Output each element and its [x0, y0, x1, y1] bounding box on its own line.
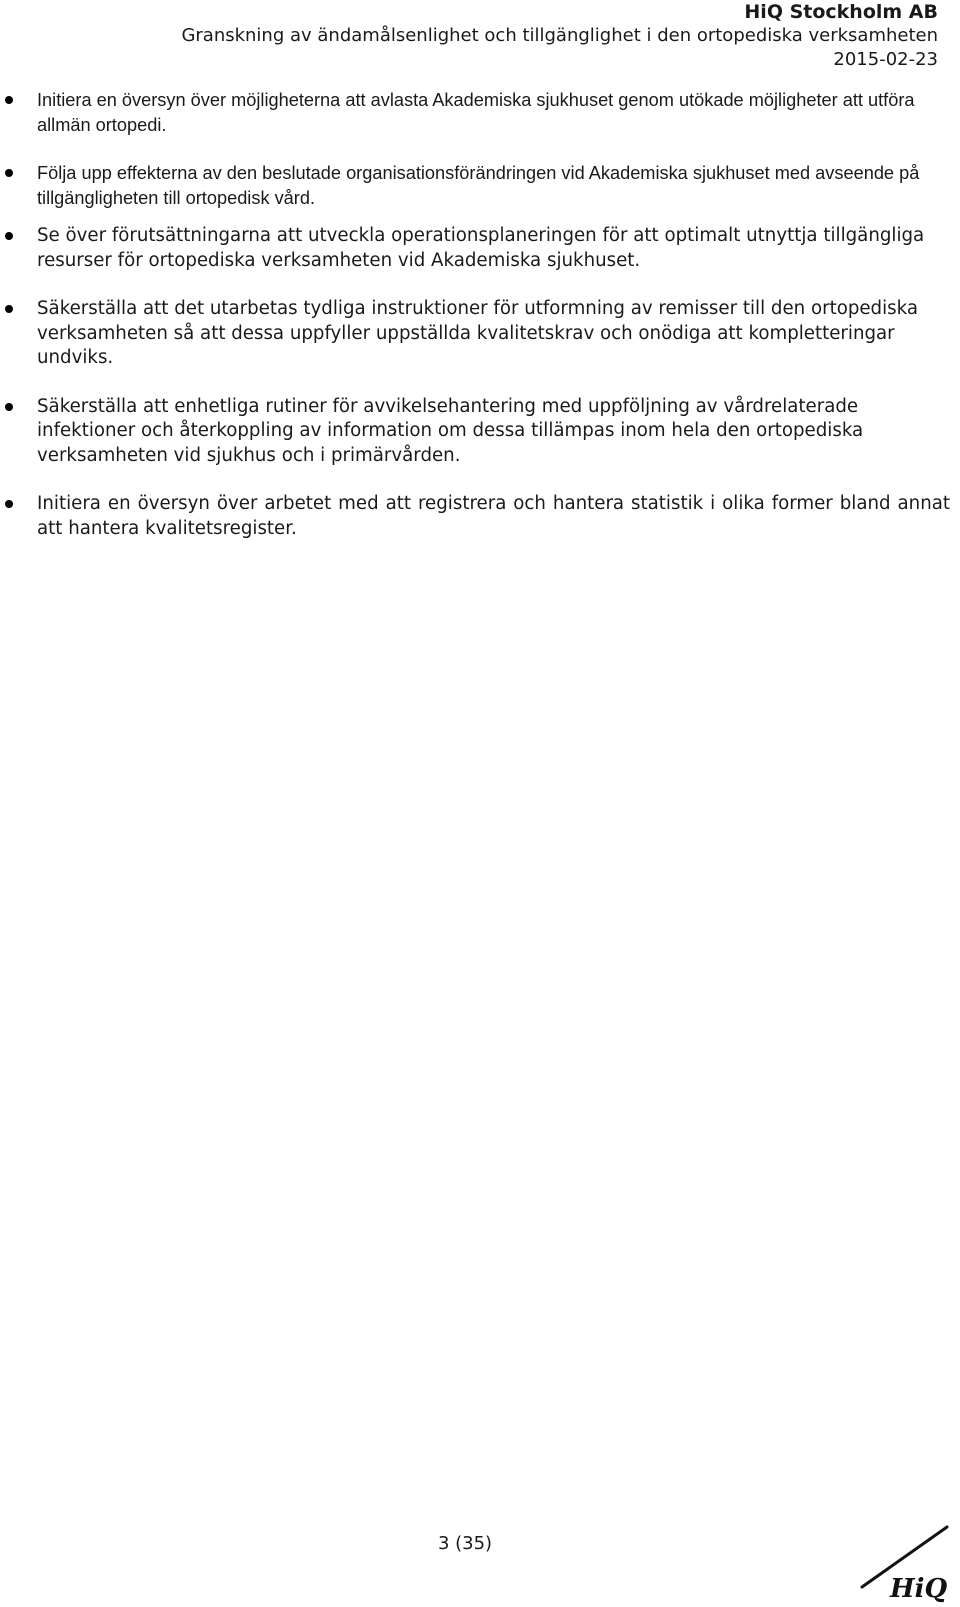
list-item: [0, 492, 950, 541]
list-item-text: Initiera en översyn över arbetet med att registrera och hantera statistik i olika former bland annat att hantera kvalitetsregister.: [37, 493, 950, 539]
page-number: 3 (35): [437, 1533, 493, 1554]
list-item-text: Säkerställa att det utarbetas tydliga instruktioner för utformning av remisser till den ortopediska verksamheten så att dessa uppfyller uppställda kvalitetskrav och onödiga att kompletteringar undviks.: [37, 298, 918, 368]
list-item: [0, 297, 950, 371]
list-item: [0, 161, 950, 210]
document-title: Granskning av ändamålsenlighet och tillgänglighet i den ortopediska verksamheten: [181, 25, 938, 46]
page-header: [181, 0, 938, 72]
list-item-text: Initiera en översyn över möjligheterna att avlasta Akademiska sjukhuset genom utökade möjligheter att utföra allmän ortopedi.: [37, 90, 915, 135]
bullet-icon: [5, 232, 13, 240]
list-item-text: Säkerställa att enhetliga rutiner för avvikelsehantering med uppföljning av vårdrelaterade infektioner och återkoppling av information om dessa tillämpas inom hela den ortopediska verksamheten vid sjukhus och i primärvården.: [37, 395, 864, 466]
main-content: [0, 88, 950, 565]
list-item-text: Se över förutsättningarna att utveckla operationsplaneringen för att optimalt utnyttja tillgängliga resurser för ortopediska verksamheten vid Akademiska sjukhuset.: [37, 225, 925, 271]
bullet-icon: [5, 96, 13, 104]
list-item: [0, 224, 950, 273]
list-item: [0, 88, 950, 137]
bullet-icon: [5, 305, 13, 313]
bullet-icon: [5, 403, 13, 411]
company-name: HiQ Stockholm AB: [744, 1, 938, 23]
list-item: [0, 395, 950, 469]
recommendation-list: [0, 88, 950, 541]
bullet-icon: [5, 500, 13, 508]
hiq-logo: [852, 1525, 952, 1605]
logo-text: HiQ: [890, 1574, 948, 1604]
document-date: 2015-02-23: [833, 49, 938, 70]
bullet-icon: [5, 169, 13, 177]
list-item-text: Följa upp effekterna av den beslutade organisationsförändringen vid Akademiska sjukhuset med avseende på tillgängligheten till ortopedisk vård.: [37, 163, 920, 208]
